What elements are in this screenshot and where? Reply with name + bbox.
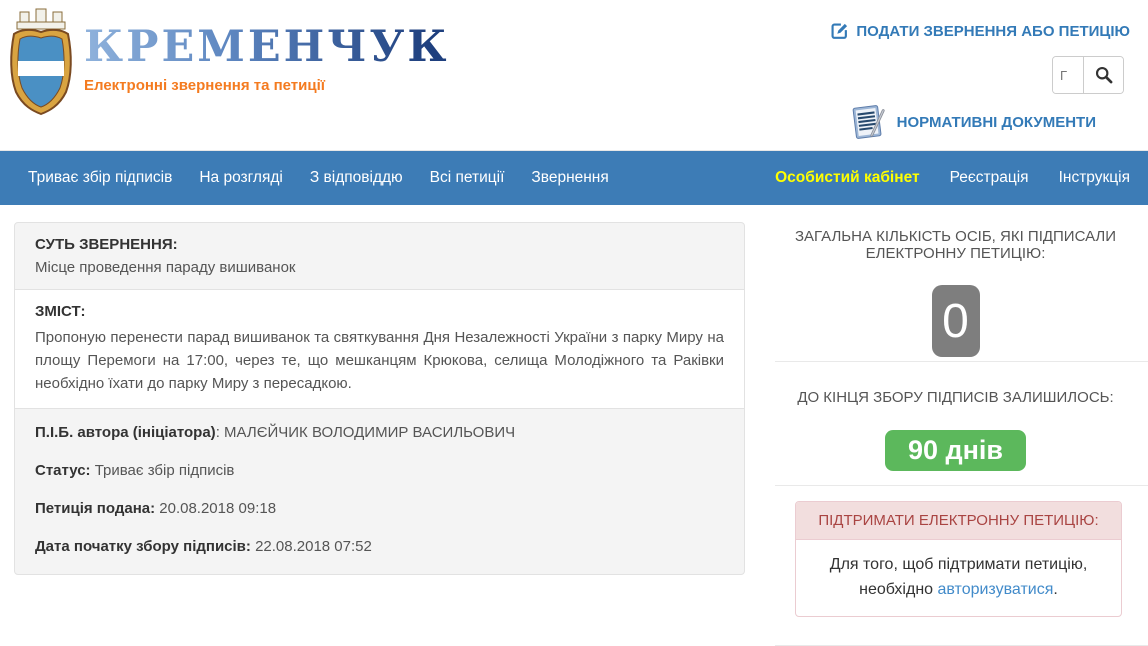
support-petition-panel xyxy=(795,501,1122,617)
header-actions xyxy=(831,22,1130,141)
petition-content-text: Пропоную перенести парад вишиванок та святкування Дня Незалежності України з парку Миру на площу Перемоги на 17:00, через те, що мешканцям Крюкова, селища Молодіжного та Раківки необхідно їхати до парку Миру з пересадкою. xyxy=(35,329,724,392)
normative-documents-link[interactable] xyxy=(848,103,1096,141)
nav-item-collecting-signatures[interactable]: Триває збір підписів xyxy=(28,169,173,186)
nav-right-group xyxy=(775,169,1130,187)
support-panel-body xyxy=(796,540,1121,616)
support-text-before: Для того, щоб підтримати петицію, необхідно xyxy=(829,556,1088,598)
author-label: П.І.Б. автора (ініціатора) xyxy=(35,424,216,441)
petition-details-panel xyxy=(14,222,745,575)
collection-start-label: Дата початку збору підписів: xyxy=(35,538,251,555)
author-value: МАЛЄЙЧИК ВОЛОДИМИР ВАСИЛЬОВИЧ xyxy=(224,424,516,441)
main-content xyxy=(0,205,1148,646)
deadline-heading: ДО КІНЦЯ ЗБОРУ ПІДПИСІВ ЗАЛИШИЛОСЬ: xyxy=(797,389,1114,406)
nav-item-all-petitions[interactable]: Всі петиції xyxy=(429,169,505,186)
search-input[interactable] xyxy=(1053,57,1083,93)
collection-start-value: 22.08.2018 07:52 xyxy=(255,538,372,555)
sidebar-divider xyxy=(775,485,1148,486)
petition-submitted-row xyxy=(35,500,724,517)
search-button[interactable] xyxy=(1083,57,1123,93)
petition-author-row xyxy=(35,424,724,441)
nav-item-under-review[interactable]: На розгляді xyxy=(199,169,283,186)
main-nav xyxy=(0,150,1148,205)
authorize-link[interactable]: авторизуватися xyxy=(937,581,1054,598)
petition-content-section xyxy=(15,289,744,409)
page-header xyxy=(0,0,1148,150)
search-box xyxy=(1052,56,1124,94)
nav-item-registration[interactable]: Реєстрація xyxy=(949,169,1029,186)
submit-petition-link[interactable] xyxy=(831,22,1130,40)
submitted-label: Петиція подана: xyxy=(35,500,156,517)
status-label: Статус: xyxy=(35,462,91,479)
petition-content-label: ЗМІСТ: xyxy=(35,303,86,320)
signatures-heading: ЗАГАЛЬНА КІЛЬКІСТЬ ОСІБ, ЯКІ ПІДПИСАЛИ ЕЛЕКТРОННУ ПЕТИЦІЮ: xyxy=(794,228,1117,262)
submitted-value: 20.08.2018 09:18 xyxy=(159,500,277,517)
support-text-after: . xyxy=(1053,581,1058,598)
petition-status-row xyxy=(35,462,724,479)
sidebar-divider xyxy=(775,361,1148,362)
nav-item-with-answer[interactable]: З відповіддю xyxy=(309,169,403,186)
author-separator: : xyxy=(215,424,220,441)
normative-documents-label: НОРМАТИВНІ ДОКУМЕНТИ xyxy=(896,113,1096,131)
nav-item-instruction[interactable]: Інструкція xyxy=(1058,169,1130,186)
nav-left-group xyxy=(28,169,609,187)
petition-subject-label: СУТЬ ЗВЕРНЕННЯ: xyxy=(35,236,178,253)
petition-collection-start-row xyxy=(35,538,724,555)
signatures-count-badge: 0 xyxy=(932,285,980,357)
site-tagline: Електронні звернення та петиції xyxy=(84,77,325,94)
status-value: Триває збір підписів xyxy=(94,462,235,479)
days-left-button[interactable]: 90 днів xyxy=(885,430,1026,471)
nav-item-appeals[interactable]: Звернення xyxy=(531,169,609,186)
site-title: КРЕМЕНЧУК xyxy=(84,22,450,72)
support-panel-heading: ПІДТРИМАТИ ЕЛЕКТРОННУ ПЕТИЦІЮ: xyxy=(796,502,1121,540)
submit-petition-label: ПОДАТИ ЗВЕРНЕННЯ АБО ПЕТИЦІЮ xyxy=(856,22,1130,40)
nav-item-personal-cabinet[interactable]: Особистий кабінет xyxy=(775,169,920,186)
petition-meta-section xyxy=(15,409,744,574)
petition-subject-value: Місце проведення параду вишиванок xyxy=(35,259,296,276)
document-pen-icon xyxy=(848,103,888,141)
petition-subject-section xyxy=(15,223,744,289)
city-coat-of-arms-icon xyxy=(8,8,74,116)
site-logo[interactable] xyxy=(8,8,450,116)
compose-icon xyxy=(831,22,849,40)
petition-sidebar xyxy=(775,205,1148,646)
search-icon xyxy=(1095,66,1113,84)
